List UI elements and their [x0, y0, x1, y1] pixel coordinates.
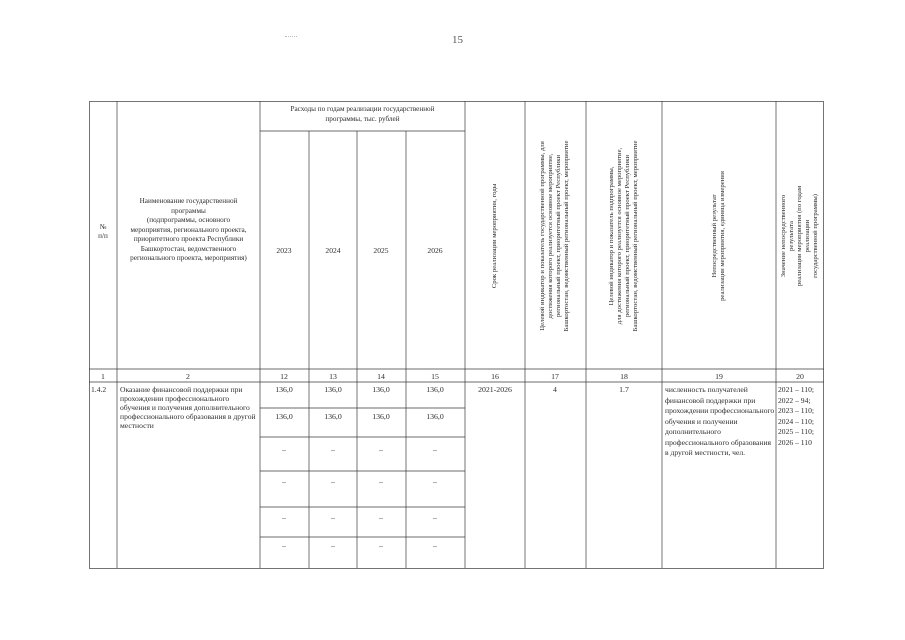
expense-r6-2023: – — [282, 541, 286, 550]
colnum-16: 16 — [491, 372, 499, 381]
header-col-20: Значение непосредственного результата реализации мероприятия (по годам реализации государственной программы) — [780, 185, 819, 287]
expense-r1-2026: 136,0 — [426, 385, 444, 394]
header-year-2026: 2026 — [427, 246, 443, 255]
colnum-13: 13 — [329, 372, 337, 381]
header-col-num: № п/п — [98, 223, 108, 240]
value-2022: 2022 – 94; — [778, 395, 811, 405]
page-number: 15 — [452, 34, 463, 46]
colnum-19: 19 — [715, 372, 723, 381]
colnum-1: 1 — [101, 372, 105, 381]
expense-r3-2023: – — [282, 445, 286, 454]
header-col-name: Наименование государственной программы (подпрограммы, основного мероприятия, регионального проекта, приоритетного проекта Республики Башкортостан, ведомственного регионального проекта, мероприятия) — [130, 197, 247, 262]
expense-r3-2024: – — [331, 445, 335, 454]
expense-r6-2024: – — [331, 541, 335, 550]
row-indicator-18: 1.7 — [619, 385, 629, 394]
value-2025: 2025 – 110; — [778, 427, 814, 436]
expense-r2-2023: 136,0 — [275, 412, 293, 421]
expense-r3-2026: – — [433, 445, 437, 454]
header-year-2023: 2023 — [276, 246, 292, 255]
colnum-17: 17 — [551, 372, 559, 381]
value-2026: 2026 – 110 — [778, 437, 812, 447]
colnum-15: 15 — [431, 372, 439, 381]
header-expenses-group: Расходы по годам реализации государственной программы, тыс. рублей — [290, 105, 435, 123]
expense-r3-2025: – — [379, 445, 383, 454]
header-col-19: Непосредственный результат реализации мероприятия, единица измерения — [711, 171, 726, 301]
row-number: 1.4.2 — [91, 385, 107, 394]
expense-r4-2025: – — [379, 477, 383, 486]
expense-r1-2024: 136,0 — [324, 385, 342, 394]
colnum-12: 12 — [280, 372, 288, 381]
expense-r2-2025: 136,0 — [372, 412, 390, 421]
expense-r1-2025: 136,0 — [372, 385, 390, 394]
expense-r5-2026: – — [433, 513, 437, 522]
expense-r5-2024: – — [331, 513, 335, 522]
colnum-2: 2 — [186, 372, 190, 381]
colnum-18: 18 — [620, 372, 628, 381]
colnum-20: 20 — [796, 372, 804, 381]
expense-r4-2024: – — [331, 477, 335, 486]
header-col-16: Срок реализации мероприятия, годы — [491, 183, 498, 289]
value-2024: 2024 – 110; — [778, 416, 814, 426]
expense-r4-2023: – — [282, 477, 286, 486]
expense-r4-2026: – — [433, 477, 437, 486]
expense-r5-2023: – — [282, 513, 286, 522]
header-col-18: Целевой индикатор и показатель подпрограммы, для достижения которого реализуется основное мероприятие, региональный проект, приоритетный проект Республики Башкортостан, ведомственный региональный проект, мероприятие — [608, 140, 639, 332]
row-result: численность получателей финансовой поддержки при прохождении профессионального обучения и получении дополнительного профессионального образования в другой местности, чел. — [665, 385, 775, 457]
expense-r6-2026: – — [433, 541, 437, 550]
expense-r6-2025: – — [379, 541, 383, 550]
expense-r2-2026: 136,0 — [426, 412, 444, 421]
header-year-2024: 2024 — [325, 246, 341, 255]
row-name: Оказание финансовой поддержки при прохождении профессионального обучения и получения дополнительного профессионального образования в другой местности — [120, 385, 256, 430]
row-values-20 — [778, 385, 823, 448]
header-col-17: Целевой индикатор и показатель государственной программы, для достижения которого реализуется основное мероприятие, региональный проект, приоритетный проект Республики Башкортостан, ведомственный региональный проект, мероприятие — [539, 140, 570, 332]
expense-r5-2025: – — [379, 513, 383, 522]
header-year-2025: 2025 — [373, 246, 389, 255]
expense-r1-2023: 136,0 — [275, 385, 293, 394]
expense-r2-2024: 136,0 — [324, 412, 342, 421]
colnum-14: 14 — [377, 372, 385, 381]
value-2021: 2021 – 110; — [778, 385, 814, 394]
row-indicator-17: 4 — [553, 385, 557, 394]
row-period: 2021-2026 — [478, 385, 512, 394]
value-2023: 2023 – 110; — [778, 406, 814, 415]
